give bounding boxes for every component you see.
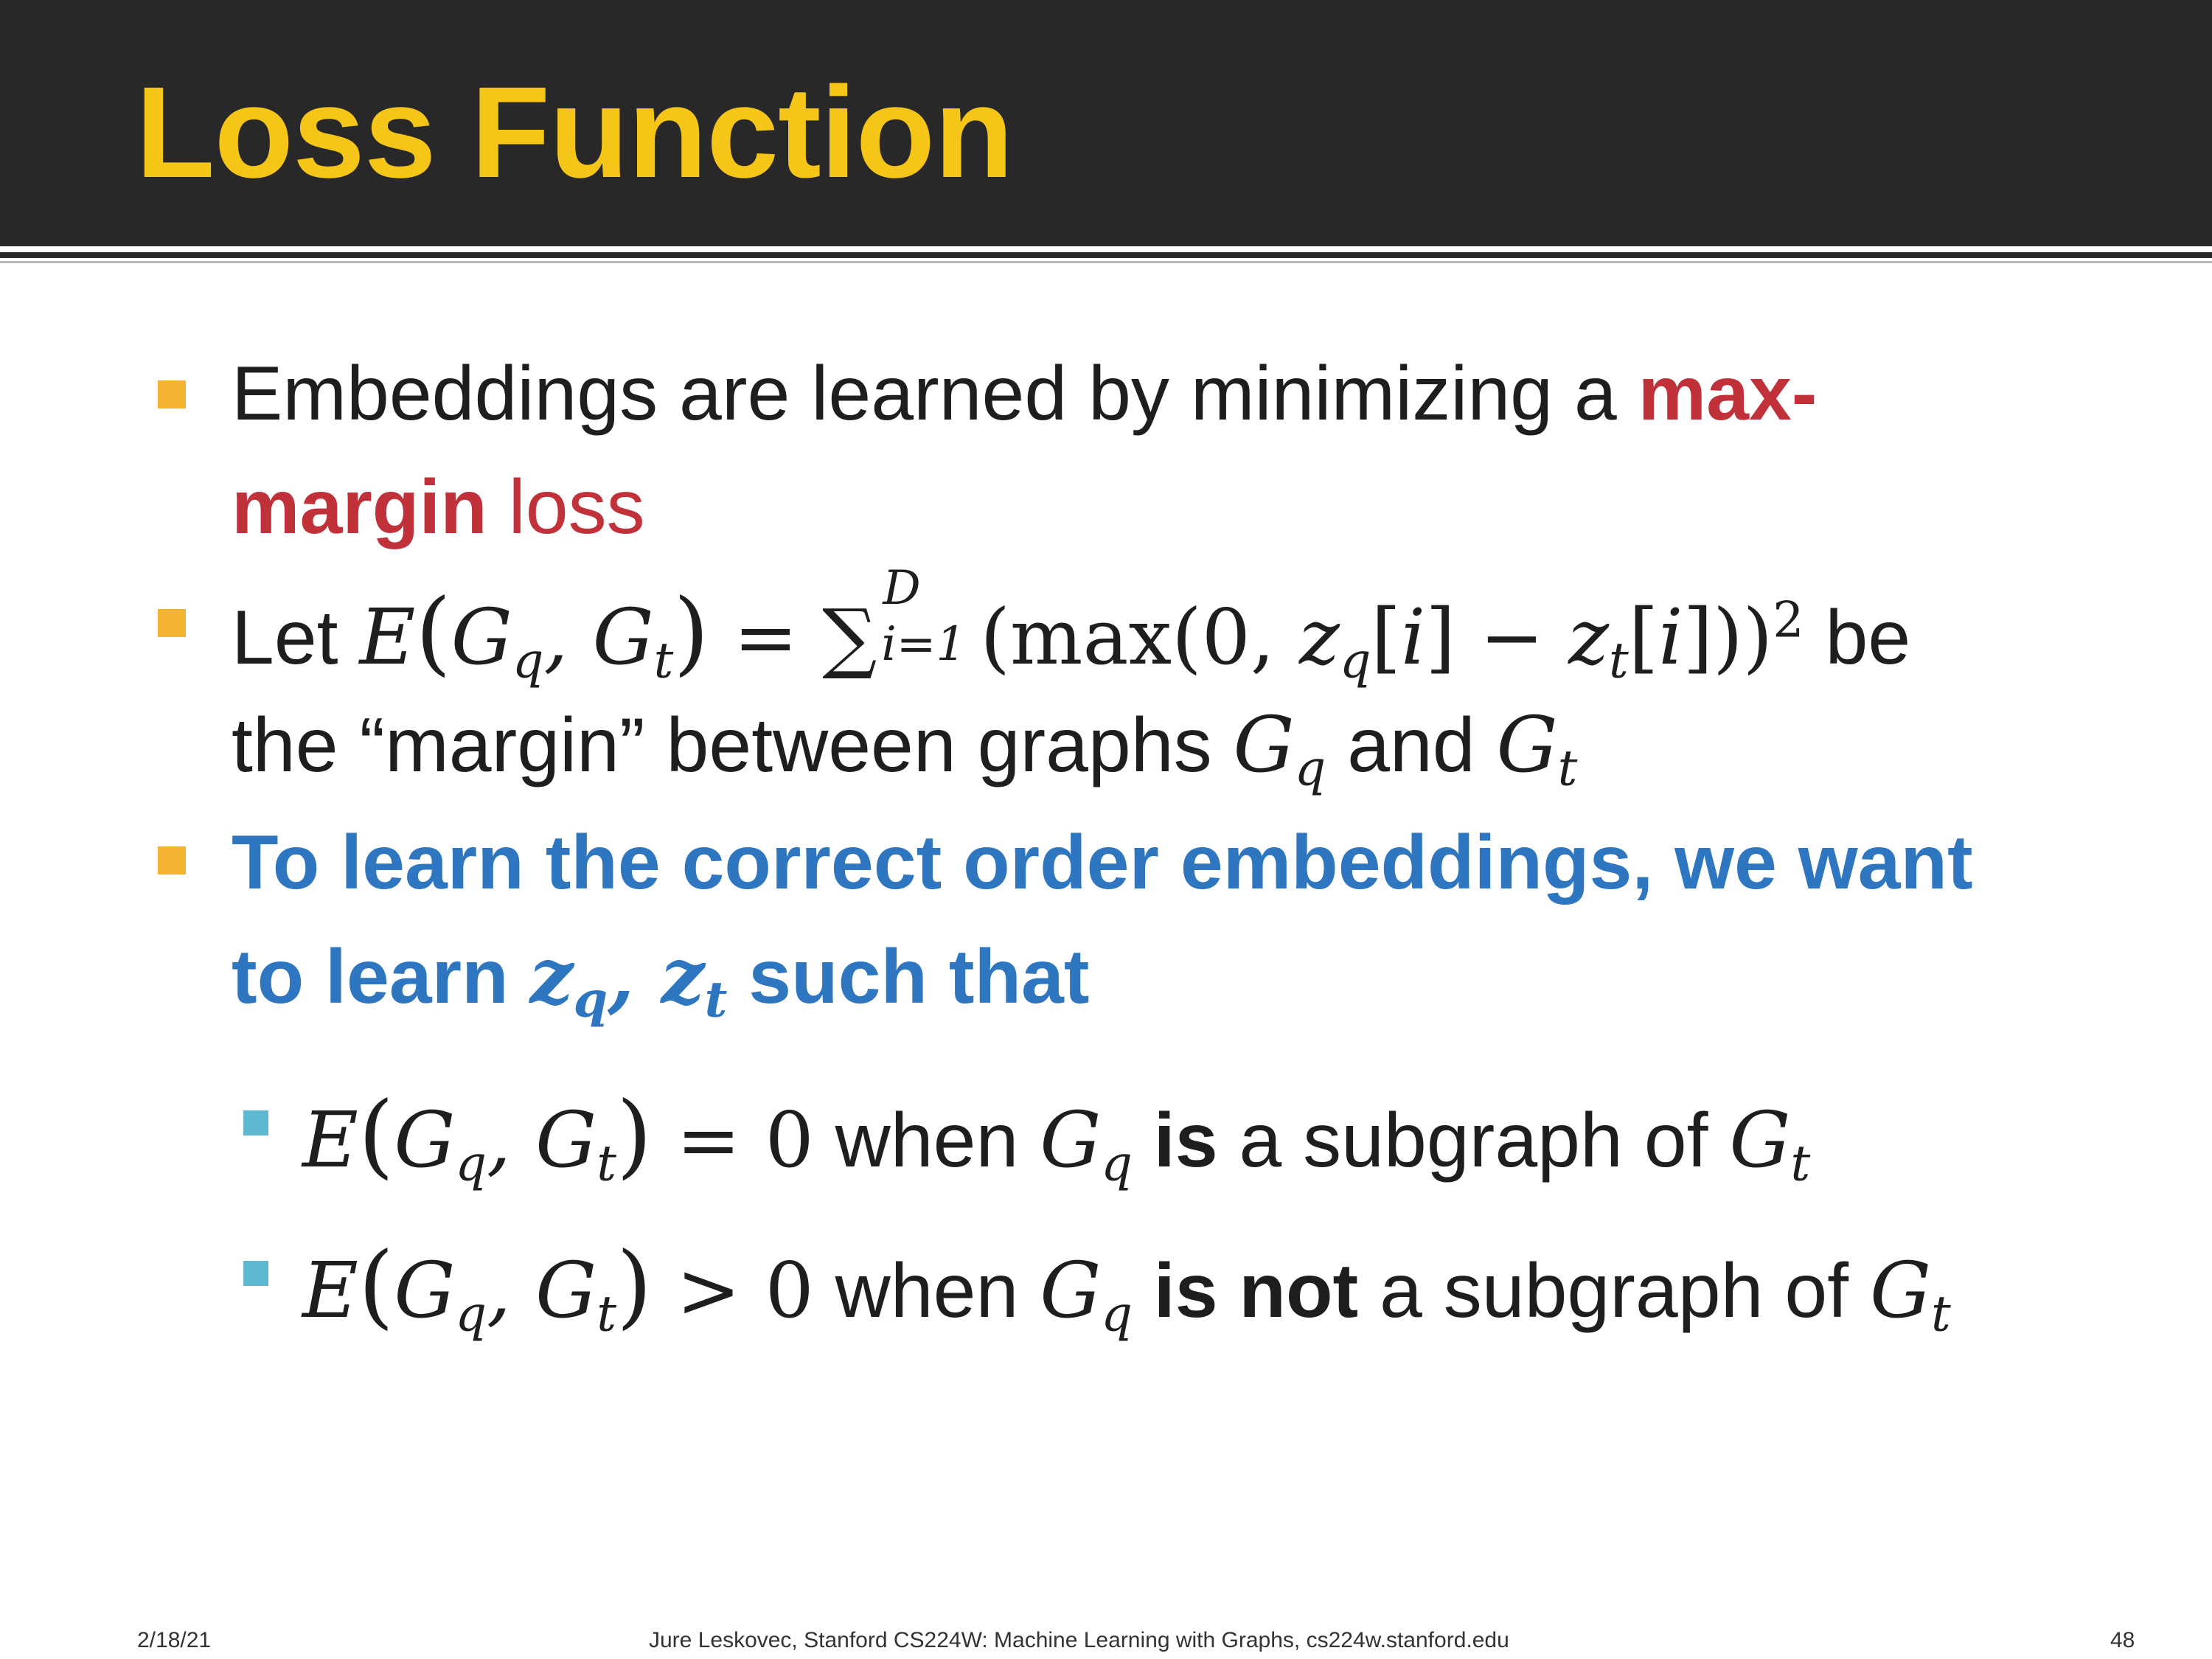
- bullet-square-icon: [158, 846, 186, 874]
- gt-symbol: $G_t$: [1729, 1095, 1811, 1192]
- gq-symbol: $G_q$: [1040, 1095, 1133, 1192]
- subbullet-square-icon: [243, 1110, 268, 1135]
- subbullet-square-icon: [243, 1261, 268, 1286]
- gq-symbol: $G_q$: [1040, 1245, 1133, 1343]
- gt-symbol: $G_t$: [1496, 700, 1578, 797]
- bullet-2-and: and: [1326, 703, 1497, 788]
- gt-symbol: $G_t$: [1869, 1245, 1951, 1343]
- bullet-1-emphasis: max-: [1638, 351, 1818, 437]
- bullet-2-lead: Let: [232, 595, 360, 681]
- title-divider-thin: [0, 261, 2212, 263]
- equation-zero: $E(G_q$, $G_t) = 0$: [302, 1082, 814, 1192]
- gq-symbol: $G_q$: [1233, 700, 1326, 797]
- footer-page-number: 48: [2110, 1628, 2135, 1652]
- subbullet-2-rest: a subgraph of: [1358, 1248, 1870, 1334]
- title-divider: [0, 252, 2212, 258]
- bullet-3-line-2: [232, 931, 1090, 1029]
- subbullet-1: [302, 1082, 1811, 1192]
- bullet-square-icon: [158, 609, 186, 637]
- bullet-1-text: Embeddings are learned by minimizing a: [232, 351, 1638, 437]
- bullet-3-line-1: To learn the correct order embeddings, we want: [232, 820, 1973, 905]
- footer-date: 2/18/21: [137, 1628, 212, 1652]
- bullet-1-emphasis-2: margin: [232, 465, 487, 550]
- zq-zt-symbols: $z_q$, $z_t$: [529, 931, 728, 1029]
- subbullet-2-when: when: [813, 1248, 1040, 1334]
- subbullet-1-when: when: [813, 1098, 1040, 1183]
- subbullet-2-is-not: is not: [1153, 1248, 1359, 1334]
- bullet-2-text: the “margin” between graphs: [232, 703, 1234, 788]
- footer-credit: Jure Leskovec, Stanford CS224W: Machine Learning with Graphs, cs224w.stanford.edu: [649, 1628, 1509, 1652]
- subbullet-1-is: is: [1153, 1098, 1218, 1183]
- bullet-1-line-2: [232, 465, 645, 550]
- equation-positive: $E(G_q$, $G_t) > 0$: [302, 1233, 814, 1343]
- bullet-2-line-1: [232, 561, 1911, 689]
- bullet-3-tail: such that: [727, 934, 1090, 1020]
- subbullet-1-rest: a subgraph of: [1217, 1098, 1730, 1183]
- bullet-1-line-1: [232, 351, 1818, 437]
- bullet-2-be: be: [1804, 595, 1911, 681]
- bullet-3-text: to learn: [232, 934, 530, 1020]
- margin-formula: $E(G_q$, $G_t$) = ∑ D i=1 (max(0, $z_q[i] - z_t[i]))^2$: [359, 561, 1804, 689]
- bullet-1-loss: loss: [487, 465, 645, 550]
- bullet-2-line-2: [232, 700, 1578, 797]
- bullet-square-icon: [158, 380, 186, 408]
- slide-title: Loss Function: [136, 60, 1013, 205]
- subbullet-2: [302, 1233, 1951, 1343]
